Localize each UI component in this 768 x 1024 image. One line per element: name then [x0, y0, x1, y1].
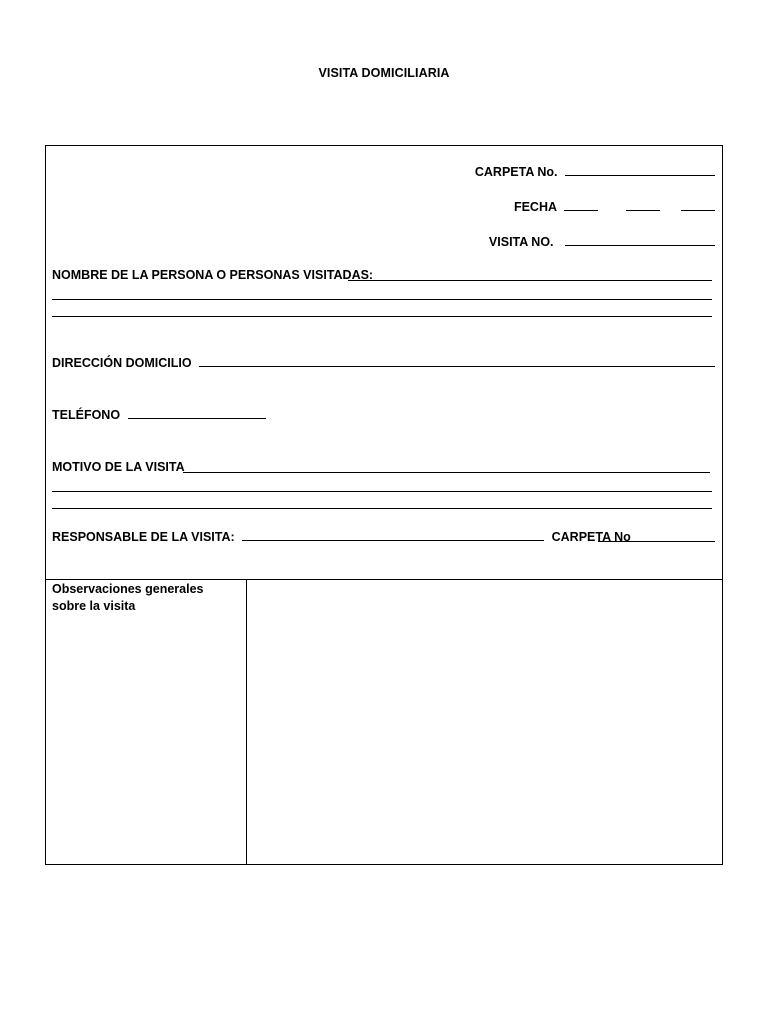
document-title: VISITA DOMICILIARIA	[318, 66, 450, 80]
carpeta-row	[475, 163, 715, 180]
responsable-field[interactable]	[242, 528, 544, 541]
responsable-row	[52, 528, 715, 545]
visita-no-field[interactable]	[565, 233, 715, 246]
fecha-row	[514, 198, 715, 215]
nombre-field[interactable]	[348, 268, 712, 281]
motivo-field-line-3[interactable]	[52, 508, 712, 509]
carpeta-label: CARPETA No.	[474, 165, 558, 179]
observaciones-input-area[interactable]	[247, 580, 722, 864]
observaciones-label: Observaciones generales sobre la visita	[52, 582, 204, 613]
fecha-year-field[interactable]	[681, 198, 715, 211]
responsable-carpeta-label: CARPETA No	[551, 530, 631, 544]
direccion-row	[52, 354, 715, 371]
visita-no-label: VISITA NO.	[488, 235, 554, 249]
direccion-field[interactable]	[199, 354, 715, 367]
carpeta-field[interactable]	[565, 163, 715, 176]
telefono-row	[52, 406, 266, 423]
responsable-carpeta-field[interactable]	[598, 529, 715, 542]
nombre-field-line-2[interactable]	[52, 299, 712, 300]
observaciones-section	[46, 579, 722, 864]
direccion-label: DIRECCIÓN DOMICILIO	[52, 356, 192, 370]
fecha-day-field[interactable]	[564, 198, 598, 211]
nombre-field-line-3[interactable]	[52, 316, 712, 317]
visit-form	[45, 145, 723, 865]
fecha-label: FECHA	[513, 200, 557, 214]
motivo-field-line-2[interactable]	[52, 491, 712, 492]
telefono-field[interactable]	[128, 406, 266, 419]
observaciones-label-cell	[46, 580, 247, 864]
motivo-field[interactable]	[183, 460, 710, 473]
responsable-label: RESPONSABLE DE LA VISITA:	[52, 530, 235, 544]
telefono-label: TELÉFONO	[52, 408, 121, 422]
visita-no-row	[489, 233, 715, 250]
nombre-label: NOMBRE DE LA PERSONA O PERSONAS VISITADAS:	[52, 268, 374, 282]
motivo-row	[52, 459, 710, 475]
motivo-label: MOTIVO DE LA VISITA	[52, 460, 185, 474]
nombre-row	[52, 267, 712, 283]
fecha-month-field[interactable]	[626, 198, 660, 211]
